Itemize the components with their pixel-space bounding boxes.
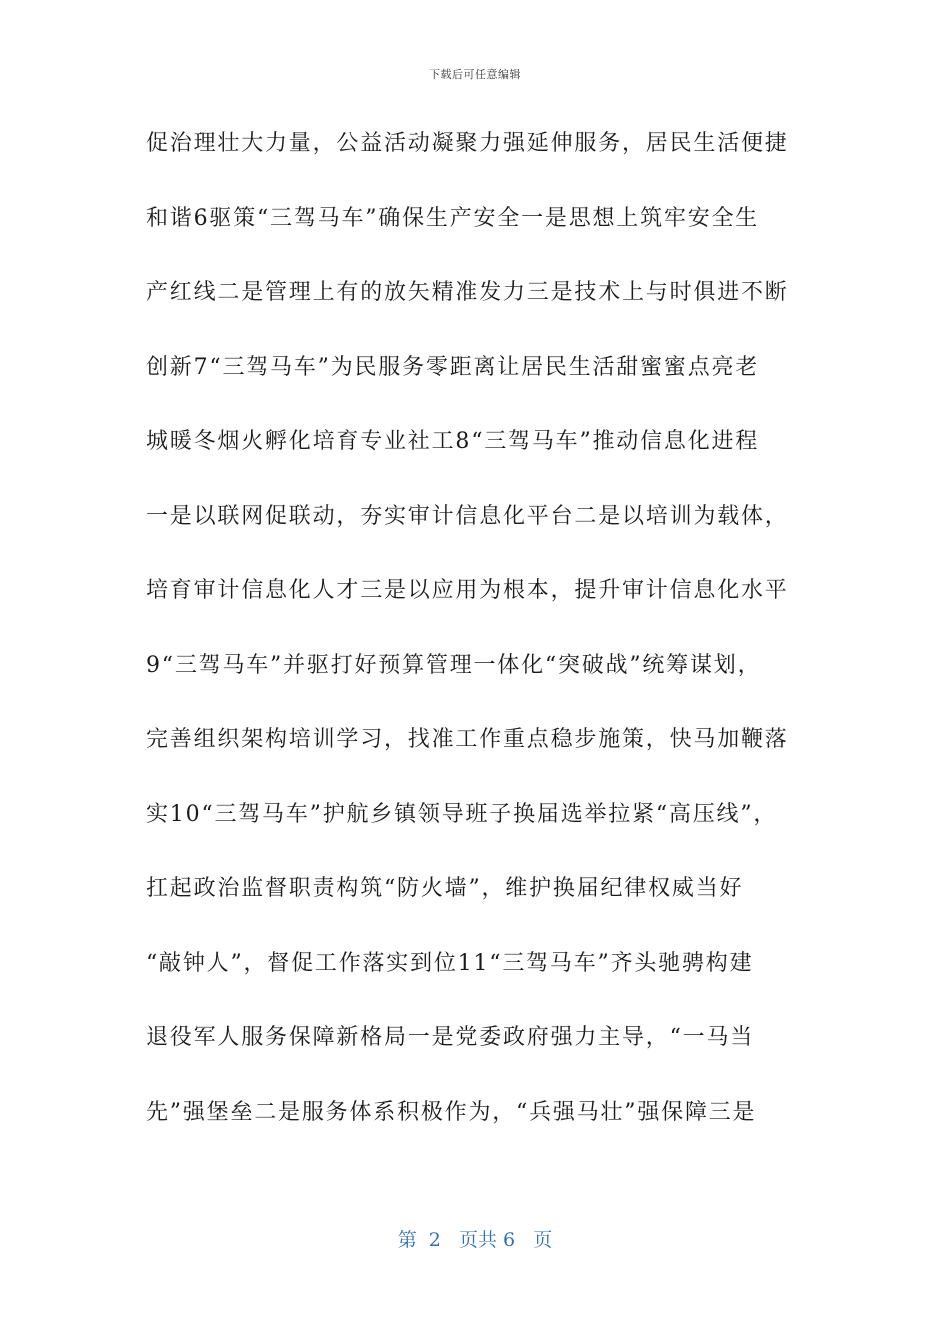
body-line: 促治理壮大力量，公益活动凝聚力强延伸服务，居民生活便捷 xyxy=(146,131,789,156)
body-line: 一是以联网促联动，夯实审计信息化平台二是以培训为载体， xyxy=(146,503,789,529)
body-line: 培育审计信息化人才三是以应用为根本，提升审计信息化水平 xyxy=(146,578,789,603)
body-line: 先”强堡垒二是服务体系积极作为，“兵强马壮”强保障三是 xyxy=(146,1099,757,1125)
body-line: 扛起政治监督职责构筑“防火墙”，维护换届纪律权威当好 xyxy=(146,876,744,901)
page-header: 下载后可任意编辑 xyxy=(429,68,521,81)
document-body xyxy=(146,121,826,1164)
page-number-footer: 第 2 页共 6 页 xyxy=(397,1229,553,1251)
body-line: 完善组织架构培训学习，找准工作重点稳步施策，快马加鞭落 xyxy=(146,727,789,752)
body-line: “敲钟人”，督促工作落实到位11“三驾马车”齐头驰骋构建 xyxy=(146,950,754,976)
body-line: 退役军人服务保障新格局一是党委政府强力主导，“一马当 xyxy=(146,1025,755,1050)
body-line: 和谐6驱策“三驾马车”确保生产安全一是思想上筑牢安全生 xyxy=(146,205,760,231)
body-line: 实10“三驾马车”护航乡镇领导班子换届选举拉紧“高压线”， xyxy=(146,801,778,827)
body-line: 创新7“三驾马车”为民服务零距离让居民生活甜蜜蜜点亮老 xyxy=(146,354,760,380)
body-line: 城暖冬烟火孵化培育专业社工8“三驾马车”推动信息化进程 xyxy=(146,429,760,454)
body-line: 9“三驾马车”并驱打好预算管理一体化“突破战”统筹谋划， xyxy=(146,652,762,678)
body-line: 产红线二是管理上有的放矢精准发力三是技术上与时俱进不断 xyxy=(146,280,789,305)
